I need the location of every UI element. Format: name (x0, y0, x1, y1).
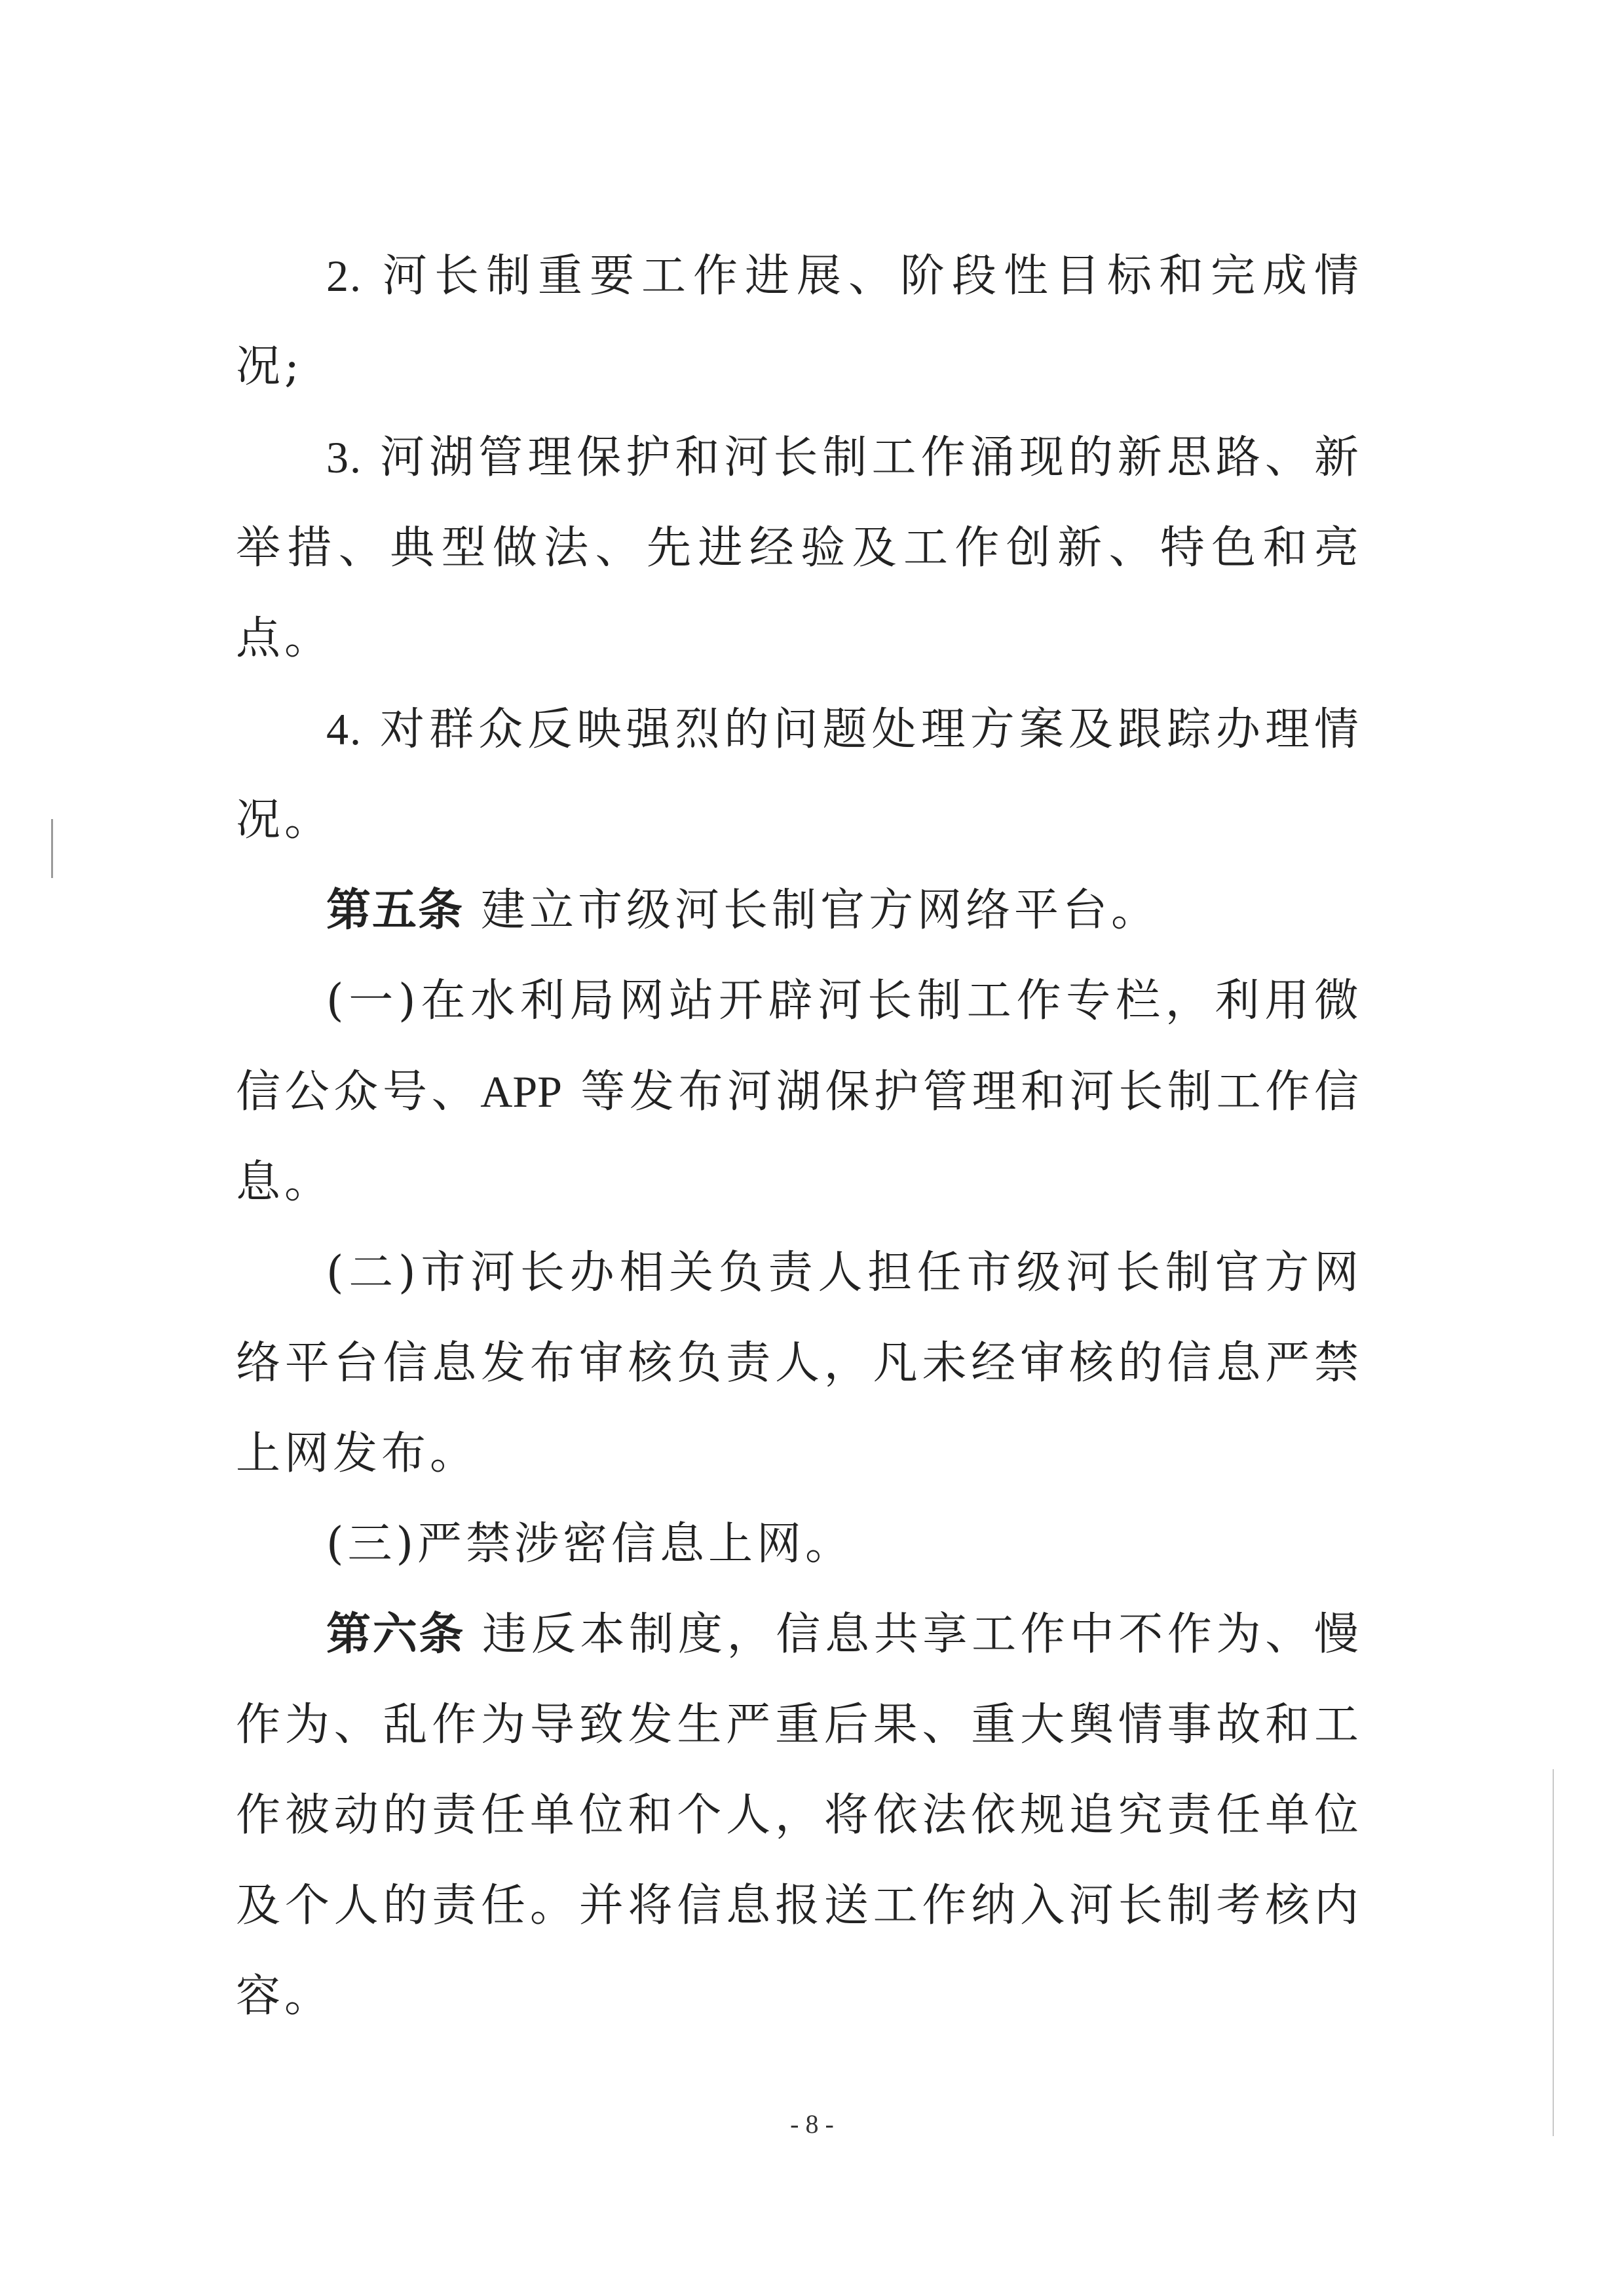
scan-margin-mark (51, 819, 53, 878)
article-heading: 第六条 (326, 1609, 466, 1660)
paragraph-text: 河长制重要工作进展、阶段性目标和完成情况; (236, 250, 1363, 392)
page-number: - 8 - (790, 2109, 834, 2139)
clause-2 (236, 1228, 1363, 1499)
paragraph-text: 等发布河湖保护管理和河长制工作信息。 (236, 1066, 1363, 1208)
document-body (236, 231, 1363, 2042)
paragraph-text: (二)市河长办相关负责人担任市级河长制官方网络平台信息发布审核负责人，凡未经审核的信息严禁上网发布。 (236, 1247, 1363, 1480)
list-number: 3. (326, 432, 362, 482)
list-item-2 (236, 231, 1363, 412)
paragraph-text: 对群众反映强烈的问题处理方案及跟踪办理情况。 (236, 704, 1363, 846)
list-item-3 (236, 412, 1363, 684)
article-6 (236, 1590, 1363, 2042)
paragraph-text: 河湖管理保护和河长制工作涌现的新思路、新举措、典型做法、先进经验及工作创新、特色和亮点。 (236, 432, 1363, 664)
clause-3 (236, 1499, 1363, 1590)
article-heading: 第五条 (326, 885, 464, 936)
list-item-4 (236, 684, 1363, 866)
scan-margin-mark (1553, 1769, 1554, 2136)
paragraph-text: 违反本制度，信息共享工作中不作为、慢作为、乱作为导致发生严重后果、重大舆情事故和工作被动的责任单位和个人，将依法依规追究责任单位及个人的责任。并将信息报送工作纳入河长制考核内容。 (236, 1609, 1363, 2022)
paragraph-text: (三)严禁涉密信息上网。 (326, 1518, 854, 1570)
list-number: 4. (326, 704, 362, 754)
paragraph-text: (一)在水利局网站开辟河长制工作专栏，利用微信公众号、 (236, 975, 1363, 1118)
article-5 (236, 866, 1363, 956)
clause-1 (236, 956, 1363, 1228)
app-term: APP (480, 1067, 562, 1117)
list-number: 2. (326, 251, 362, 301)
paragraph-text: 建立市级河长制官方网络平台。 (481, 885, 1160, 936)
